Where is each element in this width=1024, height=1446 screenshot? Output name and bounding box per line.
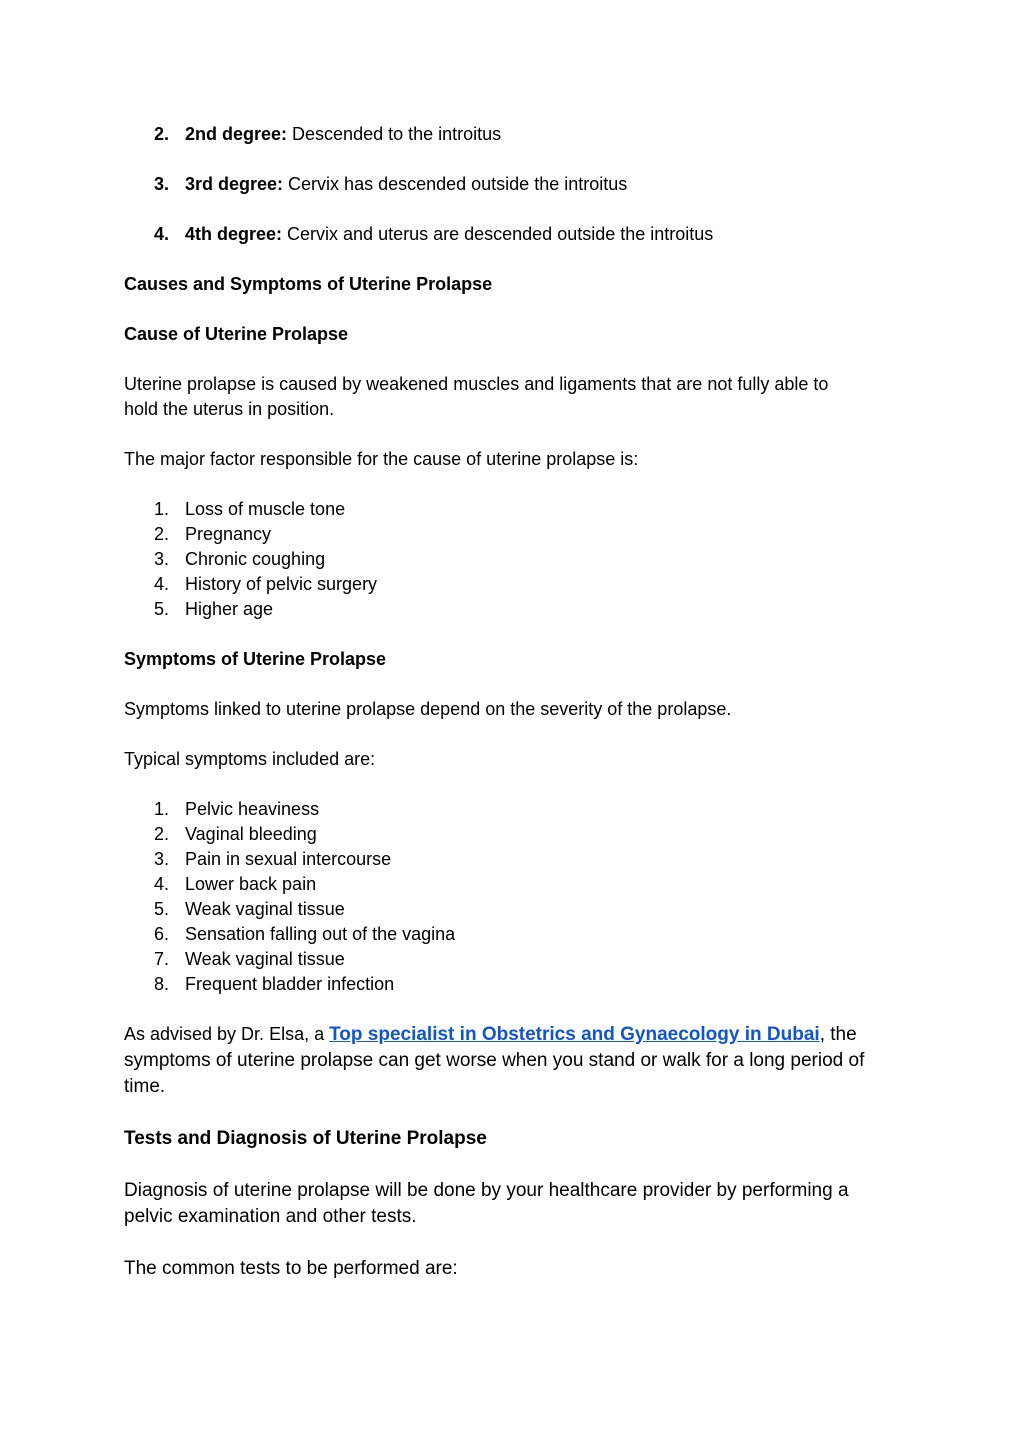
list-number: 5. [154, 599, 170, 619]
list-text: Lower back pain [185, 874, 317, 894]
common-tests-intro: The common tests to be performed are: [124, 1258, 458, 1279]
list-number: 1. [154, 799, 170, 819]
list-number: 8. [154, 974, 170, 994]
degree-desc: Cervix has descended outside the introitus [283, 174, 628, 194]
list-number: 6. [154, 924, 170, 944]
advice-line-3: time. [124, 1076, 166, 1097]
cause-paragraph-line-1: Uterine prolapse is caused by weakened muscles and ligaments that are not fully able to [124, 374, 829, 394]
list-text: Sensation falling out of the vagina [185, 924, 456, 944]
advice-prefix: As advised by Dr. Elsa, a [124, 1024, 330, 1044]
degree-term: 3rd degree: [185, 174, 284, 194]
diagnosis-line-2: pelvic examination and other tests. [124, 1206, 417, 1227]
section-heading-causes-symptoms: Causes and Symptoms of Uterine Prolapse [124, 274, 493, 294]
list-number: 2. [154, 524, 170, 544]
symptoms-paragraph: Symptoms linked to uterine prolapse depend on the severity of the prolapse. [124, 699, 732, 719]
list-text: Pelvic heaviness [185, 799, 320, 819]
section-heading-tests: Tests and Diagnosis of Uterine Prolapse [124, 1128, 487, 1149]
list-number: 5. [154, 899, 170, 919]
list-text: Pregnancy [185, 524, 272, 544]
list-number: 4. [154, 874, 170, 894]
list-number: 2. [154, 124, 170, 144]
list-text [185, 122, 501, 147]
list-text: Higher age [185, 599, 274, 619]
list-text: Chronic coughing [185, 549, 326, 569]
list-text: Frequent bladder infection [185, 974, 395, 994]
list-number: 3. [154, 549, 170, 569]
section-heading-cause: Cause of Uterine Prolapse [124, 324, 349, 344]
degree-desc: Descended to the introitus [287, 124, 502, 144]
list-text: Vaginal bleeding [185, 824, 317, 844]
degree-term: 2nd degree: [185, 124, 288, 144]
list-text: Loss of muscle tone [185, 499, 346, 519]
list-text: Pain in sexual intercourse [185, 849, 392, 869]
specialist-link[interactable]: Top specialist in Obstetrics and Gynaecology in Dubai [329, 1024, 820, 1045]
list-number: 4. [154, 224, 170, 244]
typical-symptoms-intro: Typical symptoms included are: [124, 749, 376, 769]
degree-term: 4th degree: [185, 224, 283, 244]
list-number: 7. [154, 949, 170, 969]
list-text: History of pelvic surgery [185, 574, 378, 594]
list-text: Weak vaginal tissue [185, 899, 345, 919]
cause-paragraph-line-2: hold the uterus in position. [124, 399, 335, 419]
diagnosis-line-1: Diagnosis of uterine prolapse will be done by your healthcare provider by performing a [124, 1180, 849, 1201]
list-number: 1. [154, 499, 170, 519]
list-number: 3. [154, 849, 170, 869]
list-number: 4. [154, 574, 170, 594]
list-number: 3. [154, 174, 170, 194]
section-heading-symptoms: Symptoms of Uterine Prolapse [124, 649, 387, 669]
advice-line-2: symptoms of uterine prolapse can get worse when you stand or walk for a long period of [124, 1050, 865, 1071]
advice-line-1 [124, 1022, 857, 1047]
list-text: Weak vaginal tissue [185, 949, 345, 969]
degree-desc: Cervix and uterus are descended outside the introitus [282, 224, 714, 244]
advice-suffix: , the [819, 1024, 857, 1045]
list-text [185, 172, 627, 197]
list-number: 2. [154, 824, 170, 844]
list-text [185, 222, 713, 247]
major-factor-intro: The major factor responsible for the cause of uterine prolapse is: [124, 449, 639, 469]
